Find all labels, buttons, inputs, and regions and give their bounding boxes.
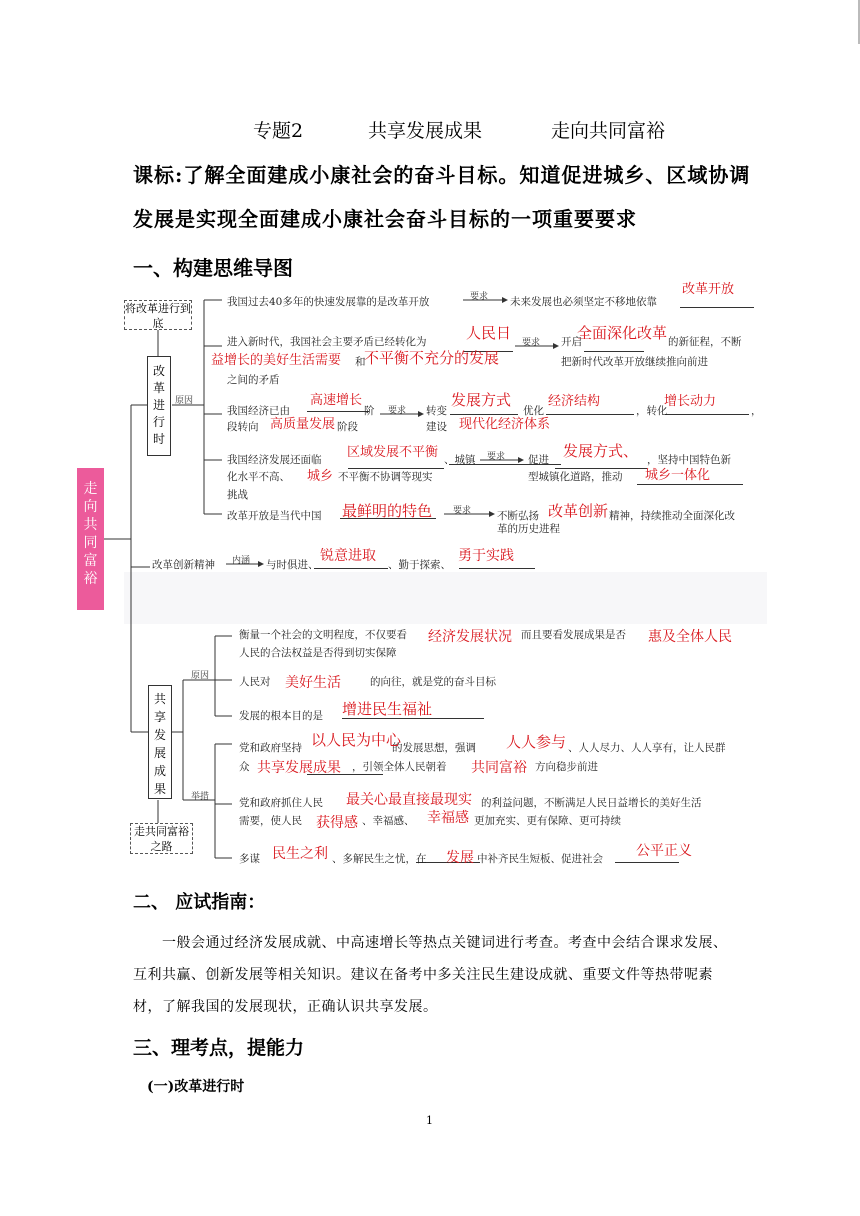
title-part3: 走向共同富裕 xyxy=(551,120,666,142)
dash-box-bottom: 走共同富裕之路 xyxy=(130,823,193,854)
ans-s5-1: 最关心最直接最现实 xyxy=(346,791,472,807)
guide-line2: 互利共赢、创新发展等相关知识。建议在备考中多关注民生建设成就、重要文件等热带呢素 xyxy=(133,967,713,983)
ans-r4-1: 区域发展不平衡 xyxy=(347,444,439,459)
reform-node: 改革进行时 xyxy=(147,356,171,456)
s4-text-c: 、人人尽力、人人享有，让人民群 xyxy=(568,742,726,754)
r5-text-c: 精神，持续推动全面深化改 xyxy=(609,510,735,522)
blank-line xyxy=(314,568,388,569)
r2-text-a: 进入新时代，我国社会主要矛盾已经转化为 xyxy=(227,336,427,348)
ans-r5-2: 改革创新 xyxy=(548,503,609,520)
s4-text-e: ，引领全体人民朝着 xyxy=(352,761,447,773)
label-yaoqiu-1: 要求 xyxy=(470,292,489,302)
root-node: 走向共同富裕 xyxy=(77,468,104,610)
r2-text-e: 的新征程，不断 xyxy=(668,336,742,348)
ans-s6-1: 民生之利 xyxy=(272,845,328,861)
s2-text-b: 的向往，就是党的奋斗目标 xyxy=(370,676,496,688)
blank-line xyxy=(665,414,749,415)
label-yuanyin-1: 原因 xyxy=(175,396,194,406)
ans-s4-4: 共同富裕 xyxy=(471,759,527,775)
ans-s5-3: 幸福感 xyxy=(427,809,469,825)
s6-text-c: 中补齐民生短板、促进社会 xyxy=(477,853,603,865)
r3-text-d: 阶段 xyxy=(337,421,358,433)
title-part1: 专题2 xyxy=(253,120,304,142)
guide-line3: 材，了解我国的发展现状，正确认识共享发展。 xyxy=(133,999,438,1015)
ans-r3-2: 高质量发展 xyxy=(270,416,336,431)
page-number: 1 xyxy=(426,1114,433,1127)
label-yaoqiu-5: 要求 xyxy=(453,506,472,516)
ans-s4-3: 共享发展成果 xyxy=(257,759,341,775)
share-node: 共享发展成果 xyxy=(148,685,172,799)
label-yaoqiu-2: 要求 xyxy=(522,338,541,348)
ans-r2-2: 益增长的美好生活需要 xyxy=(211,352,342,367)
s3-text-a: 发展的根本目的是 xyxy=(239,710,323,722)
label-yuanyin-2: 原因 xyxy=(191,671,210,681)
blank-line xyxy=(680,307,754,308)
r2-text-d: 开启 xyxy=(561,336,582,348)
s5-text-a: 党和政府抓住人民 xyxy=(239,797,323,809)
ans-r3-1: 高速增长 xyxy=(310,392,363,407)
blank-line xyxy=(546,414,634,415)
r1-text-b: 未来发展也必须坚定不移地依靠 xyxy=(510,296,657,308)
ans-s3-1: 增进民生福祉 xyxy=(342,701,433,718)
ans-r5-1: 最鲜明的特色 xyxy=(342,503,433,520)
s1-text-a: 衡量一个社会的文明程度，不仅要看 xyxy=(239,629,407,641)
s5-text-d: 、幸福感、 xyxy=(362,815,415,827)
s1-text-c: 人民的合法权益是否得到切实保障 xyxy=(239,647,397,659)
ans-r6-1: 锐意进取 xyxy=(320,547,376,563)
r3-text-f: 优化 xyxy=(523,405,544,417)
kebiao-line2: 发展是实现全面建成小康社会奋斗目标的一项重要要求 xyxy=(133,207,637,231)
s5-text-b: 的利益问题，不断满足人民日益增长的美好生活 xyxy=(481,797,702,809)
r4-text-h: 型城镇化道路，推动 xyxy=(528,471,623,483)
ans-r3-4: 经济结构 xyxy=(548,393,601,408)
r3-text-e: 转变 xyxy=(426,405,447,417)
ans-r6-2: 勇于实践 xyxy=(458,547,514,563)
r4-text-d: 不平衡不协调等现实 xyxy=(338,471,433,483)
r6-text-c: 、勤于探索、 xyxy=(388,559,451,571)
ans-s4-2: 人人参与 xyxy=(506,734,567,751)
subsection-1: (一)改革进行时 xyxy=(147,1079,245,1095)
ans-s4-1: 以人民为中心 xyxy=(311,732,402,749)
s5-text-e: 更加充实、更有保障、更可持续 xyxy=(474,815,621,827)
blank-line xyxy=(637,484,743,485)
label-yaoqiu-3: 要求 xyxy=(388,406,407,416)
label-neihan: 内涵 xyxy=(232,556,251,566)
r5-text-d: 革的历史进程 xyxy=(497,523,560,535)
s4-text-f: 方向稳步前进 xyxy=(535,761,598,773)
r4-text-a: 我国经济发展还面临 xyxy=(227,454,322,466)
dash-box-top: 将改革进行到底 xyxy=(125,302,191,330)
label-yaoqiu-4: 要求 xyxy=(487,452,506,462)
label-jucuo: 举措 xyxy=(191,792,210,802)
kebiao-line1: 课标:了解全面建成小康社会的奋斗目标。知道促进城乡、区域协调 xyxy=(133,163,751,187)
r3-text-c: 段转向 xyxy=(227,421,259,433)
r4-text-c: 化水平不高、 xyxy=(227,471,290,483)
ans-r2-3: 不平衡不充分的发展 xyxy=(364,350,500,367)
ans-s6-2: 发展 xyxy=(446,849,474,865)
r4-text-e: 挑战 xyxy=(227,489,248,501)
r3-text-b: 阶 xyxy=(364,405,375,417)
s1-text-b: 而且要看发展成果是否 xyxy=(521,629,626,641)
r6-text-b: 与时俱进、 xyxy=(266,559,319,571)
r4-text-f: 促进 xyxy=(528,454,549,466)
s5-text-c: 需要，使人民 xyxy=(239,815,302,827)
r2-text-b: 和 xyxy=(355,356,366,368)
r5-text-b: 不断弘扬 xyxy=(497,510,539,522)
ans-r4-2: 城乡 xyxy=(307,468,334,483)
blank-line xyxy=(459,568,535,569)
ans-r1: 改革开放 xyxy=(682,281,735,296)
r2-text-f: 把新时代改革开放继续推向前进 xyxy=(561,356,708,368)
s6-text-a: 多谋 xyxy=(239,853,260,865)
blank-line xyxy=(584,351,644,352)
s4-text-b: 的发展思想，强调 xyxy=(392,742,476,754)
r3-text-g: ，转化 xyxy=(636,405,668,417)
ans-s5-2: 获得感 xyxy=(316,814,358,830)
s6-text-b: 、多解民生之忧，在 xyxy=(332,853,427,865)
ans-r2-4: 全面深化改革 xyxy=(577,325,668,342)
r4-text-b: 、城镇 xyxy=(444,454,476,466)
ans-r3-6: 现代化经济体系 xyxy=(459,416,551,431)
s4-text-d: 众 xyxy=(239,761,250,773)
s2-text-a: 人民对 xyxy=(239,676,271,688)
r5-text-a: 改革开放是当代中国 xyxy=(227,510,322,522)
section1-heading: 一、构建思维导图 xyxy=(133,256,293,280)
blank-line xyxy=(307,411,369,412)
s4-text-a: 党和政府坚持 xyxy=(239,742,302,754)
section2-heading: 二、 应试指南： xyxy=(133,892,266,913)
ans-s1-1: 经济发展状况 xyxy=(428,628,512,644)
r3-text-i: 建设 xyxy=(426,421,447,433)
blank-line xyxy=(615,862,679,863)
r4-text-g: ，坚持中国特色新 xyxy=(647,454,731,466)
r3-text-h: ， xyxy=(751,405,762,417)
ans-r3-5: 增长动力 xyxy=(664,393,717,408)
ans-r4-3: 发展方式、 xyxy=(563,443,639,460)
guide-line1: 一般会通过经济发展成就、中高速增长等热点关键词进行考查。考查中会结合课求发展、 xyxy=(162,935,728,951)
ans-s6-3: 公平正义 xyxy=(636,842,692,858)
section3-heading: 三、理考点，提能力 xyxy=(133,1037,305,1059)
ans-r4-4: 城乡一体化 xyxy=(645,467,711,482)
ans-s2-1: 美好生活 xyxy=(285,674,341,690)
ans-s1-2: 惠及全体人民 xyxy=(648,628,732,644)
r1-text-a: 我国过去40多年的快速发展靠的是改革开放 xyxy=(227,296,430,308)
r3-text-a: 我国经济已由 xyxy=(227,405,290,417)
r6-text-a: 改革创新精神 xyxy=(152,559,215,571)
r2-text-c: 之间的矛盾 xyxy=(227,374,280,386)
ans-r3-3: 发展方式 xyxy=(451,392,512,409)
ans-r2-1: 人民日 xyxy=(466,325,512,342)
title-part2: 共享发展成果 xyxy=(368,120,483,142)
